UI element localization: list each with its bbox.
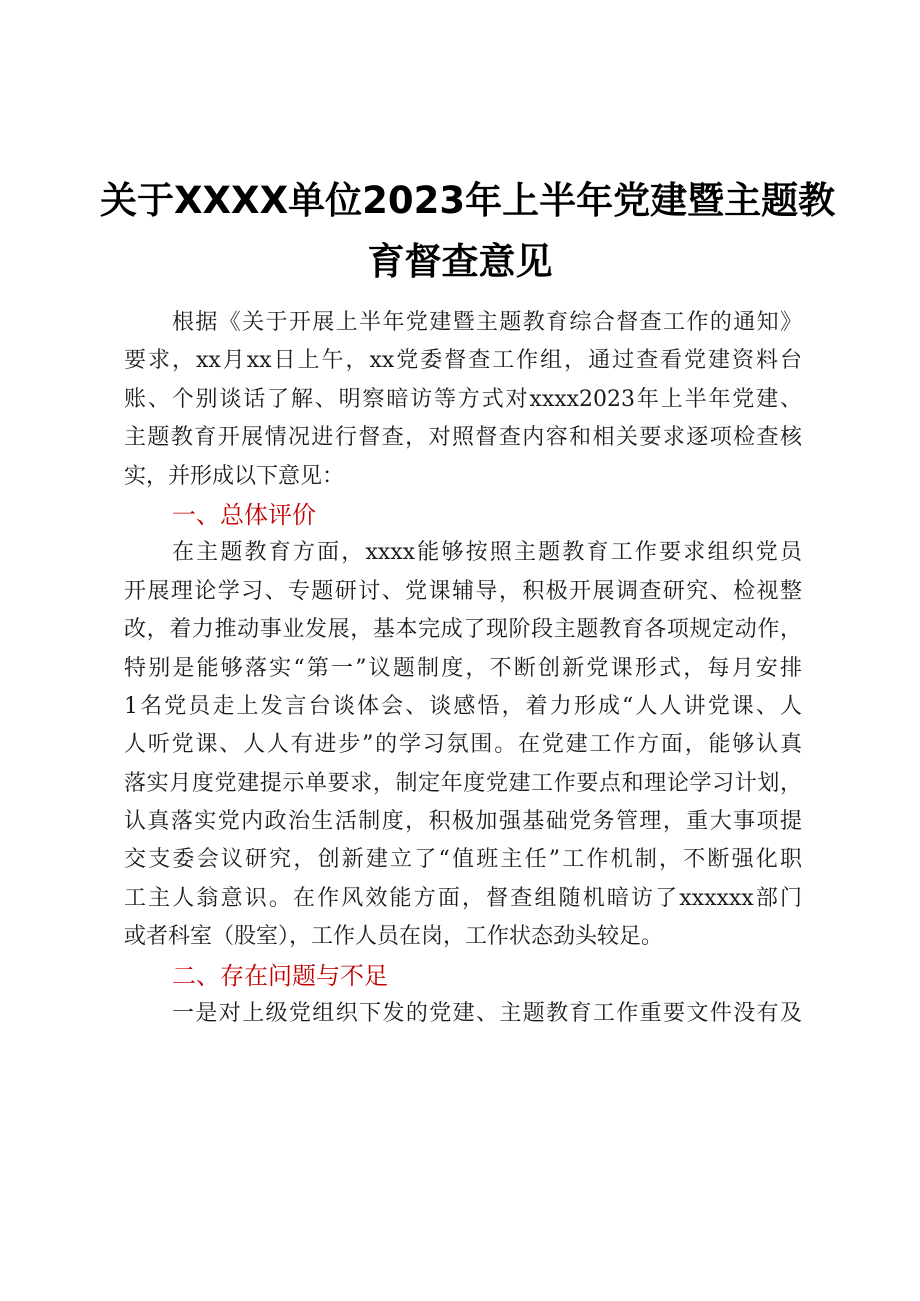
section1-line-9: 交支委会议研究，创新建立了“值班主任”工作机制，不断强化职 <box>124 847 802 873</box>
section1-line-2: 开展理论学习、专题研讨、党课辅导，积极开展调查研究、检视整 <box>124 578 802 604</box>
section-heading-problems: 二、存在问题与不足 <box>172 961 388 990</box>
document-body <box>124 304 802 1033</box>
intro-line-4: 主题教育开展情况进行督查，对照督查内容和相关要求逐项检查核 <box>124 425 802 451</box>
intro-line-5: 实，并形成以下意见： <box>124 463 345 489</box>
section1-line-4: 特别是能够落实“第一”议题制度，不断创新党课形式，每月安排 <box>124 655 802 681</box>
intro-line-3: 账、个别谈话了解、明察暗访等方式对xxxx2023年上半年党建、 <box>124 386 802 412</box>
intro-line-2: 要求，xx月xx日上午，xx党委督查工作组，通过查看党建资料台 <box>124 348 802 374</box>
intro-paragraph <box>124 304 802 496</box>
section-heading-overall-evaluation: 一、总体评价 <box>172 500 316 529</box>
title-line-2: 育督查意见 <box>367 240 553 283</box>
section1-line-3: 改，着力推动事业发展，基本完成了现阶段主题教育各项规定动作， <box>124 617 802 643</box>
section2-line-1: 一是对上级党组织下发的党建、主题教育工作重要文件没有及 <box>172 1001 802 1027</box>
overall-evaluation-paragraph <box>124 534 802 956</box>
section1-line-11: 或者科室（股室），工作人员在岗，工作状态劲头较足。 <box>124 924 664 950</box>
problems-paragraph <box>124 995 802 1033</box>
document-title <box>100 170 836 292</box>
section1-line-7: 落实月度党建提示单要求，制定年度党建工作要点和理论学习计划， <box>124 770 802 796</box>
section1-line-1: 在主题教育方面，xxxx能够按照主题教育工作要求组织党员 <box>172 540 802 566</box>
intro-line-1: 根据《关于开展上半年党建暨主题教育综合督查工作的通知》 <box>172 310 802 335</box>
section1-line-8: 认真落实党内政治生活制度，积极加强基础党务管理，重大事项提 <box>124 809 802 835</box>
section1-line-5: 1名党员走上发言台谈体会、谈感悟，着力形成“人人讲党课、人 <box>124 693 802 719</box>
section1-line-6: 人听党课、人人有进步”的学习氛围。在党建工作方面，能够认真 <box>124 732 802 758</box>
title-line-1: 关于XXXX单位2023年上半年党建暨主题教 <box>100 179 836 222</box>
section1-line-10: 工主人翁意识。在作风效能方面，督查组随机暗访了xxxxxx部门 <box>124 885 802 911</box>
